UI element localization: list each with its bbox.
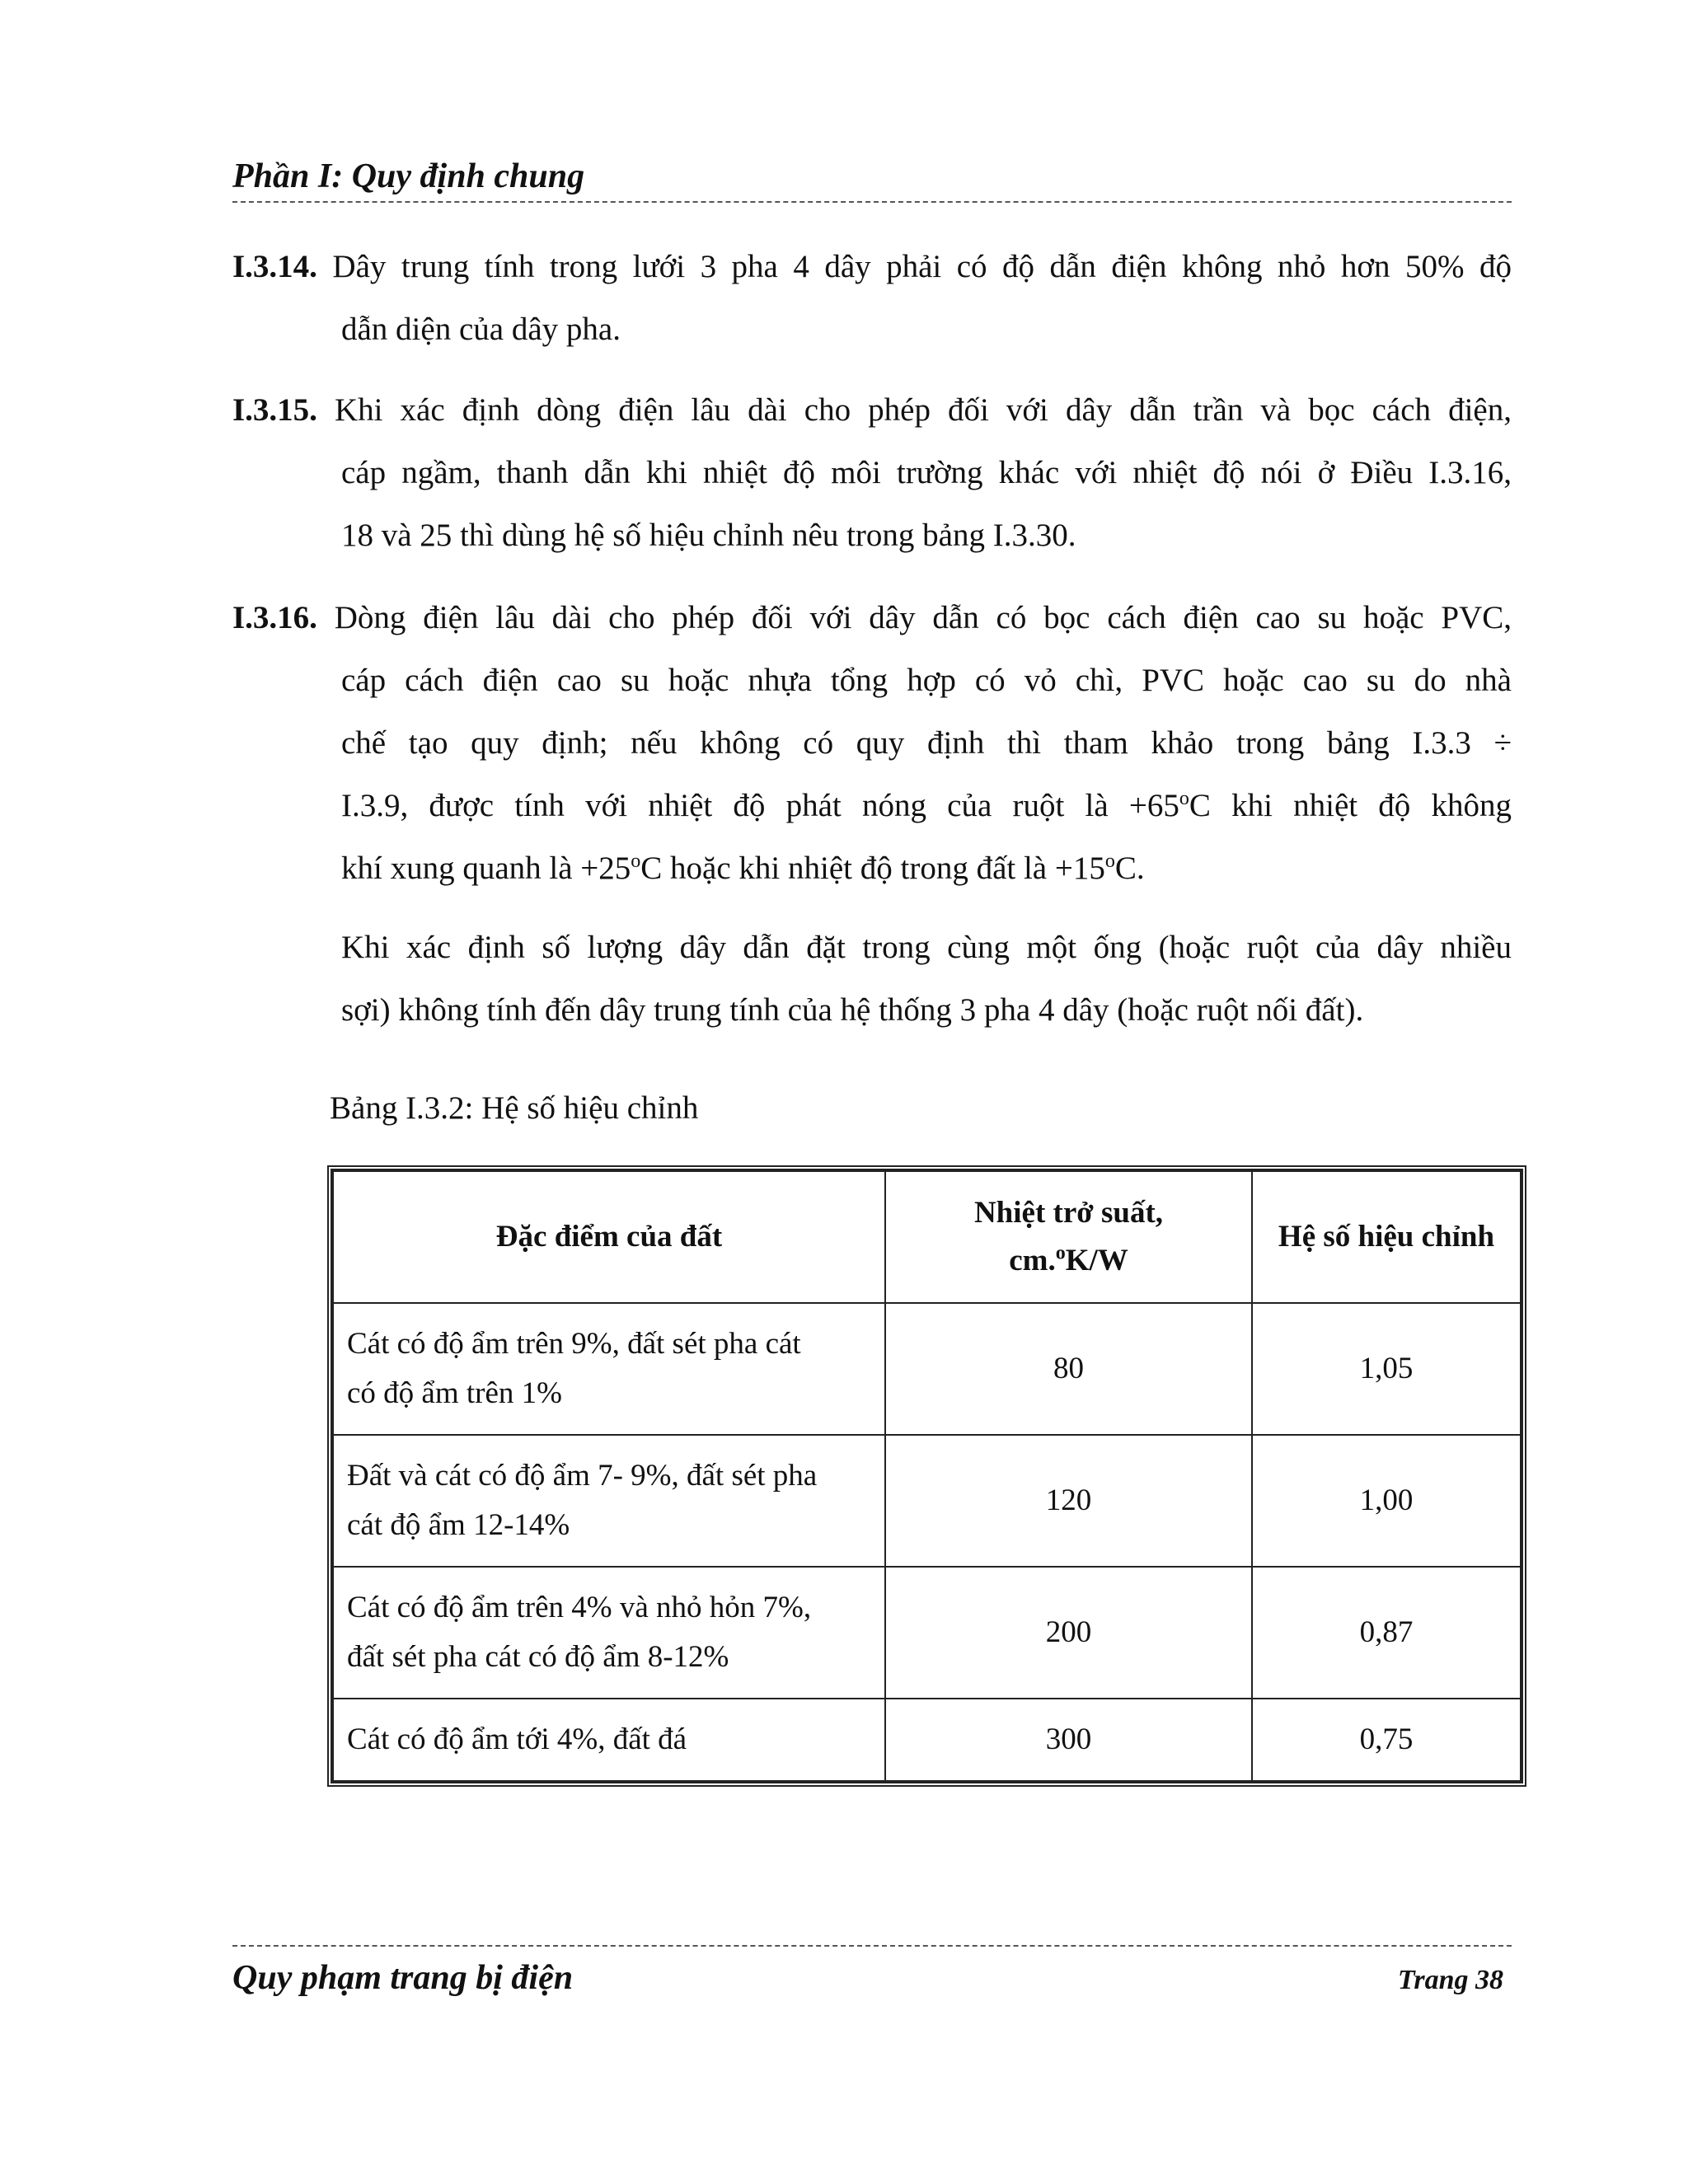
page-footer <box>232 1945 1512 2013</box>
header-thermal-resistivity <box>885 1171 1252 1303</box>
paragraph-line-1: Khi xác định số lượng dây dẫn đặt trong cùng một ống (hoặc ruột của dây nhiều <box>341 930 1512 965</box>
text-fragment: khí xung quanh là +25 <box>341 851 631 886</box>
degree-superscript: o <box>1104 851 1115 872</box>
section-number: I.3.14. <box>232 249 317 284</box>
degree-superscript: o <box>631 851 641 872</box>
page-header <box>232 150 1512 203</box>
cell-coefficient: 0,87 <box>1252 1567 1521 1699</box>
cell-resistivity: 200 <box>885 1567 1252 1699</box>
section-i-3-16-line-5 <box>232 837 1512 900</box>
cell-soil-description: Cát có độ ẩm tới 4%, đất đá <box>333 1699 885 1781</box>
section-i-3-16 <box>232 587 1512 900</box>
header-correction-factor: Hệ số hiệu chỉnh <box>1252 1171 1521 1303</box>
page-number: Trang 38 <box>1397 1965 1503 1995</box>
cell-coefficient: 1,00 <box>1252 1435 1521 1567</box>
text-fragment: I.3.9, được tính với nhiệt độ phát nóng của ruột là +65 <box>341 788 1179 823</box>
cell-coefficient: 0,75 <box>1252 1699 1521 1781</box>
section-i-3-14 <box>232 236 1512 361</box>
text-fragment: C khi nhiệt độ không <box>1189 788 1512 823</box>
header-text: K/W <box>1065 1244 1128 1277</box>
section-number: I.3.15. <box>232 392 317 428</box>
cell-soil-description <box>333 1303 885 1435</box>
cell-text: có độ ẩm trên 1% <box>347 1376 562 1410</box>
section-i-3-16-line-1 <box>232 587 1512 649</box>
data-table <box>332 1170 1522 1782</box>
footer-title: Quy phạm trang bị điện <box>232 1959 574 1997</box>
section-text: Khi xác định dòng điện lâu dài cho phép đối với dây dẫn trần và bọc cách điện, <box>335 392 1512 428</box>
table-row <box>333 1567 1521 1699</box>
table-row <box>333 1303 1521 1435</box>
header-title: Phần I: Quy định chung <box>232 157 585 195</box>
cell-text: đất sét pha cát có độ ẩm 8-12% <box>347 1640 729 1674</box>
section-i-3-14-line-2: dẫn diện của dây pha. <box>341 312 621 347</box>
section-i-3-15-line-2: cáp ngầm, thanh dẫn khi nhiệt độ môi trường khác với nhiệt độ nói ở Điều I.3.16, <box>341 455 1512 490</box>
degree-superscript: o <box>1179 788 1189 809</box>
cell-resistivity: 80 <box>885 1303 1252 1435</box>
section-i-3-15-line-1 <box>232 379 1512 442</box>
table-header-row <box>333 1171 1521 1303</box>
header-soil-characteristics: Đặc điểm của đất <box>333 1171 885 1303</box>
section-number: I.3.16. <box>232 600 317 635</box>
header-text: Nhiệt trở suất, <box>973 1196 1164 1230</box>
correction-factor-table <box>327 1165 1526 1787</box>
cell-text: Cát có độ ẩm trên 9%, đất sét pha cát <box>347 1327 801 1361</box>
text-fragment: C. <box>1114 851 1145 886</box>
section-text: Dòng điện lâu dài cho phép đối với dây dẫn có bọc cách điện cao su hoặc PVC, <box>334 600 1512 635</box>
cell-resistivity: 120 <box>885 1435 1252 1567</box>
section-i-3-16-paragraph-2 <box>341 916 1512 1042</box>
degree-superscript: o <box>1055 1242 1066 1264</box>
table-row <box>333 1699 1521 1781</box>
header-text: cm. <box>1009 1244 1056 1277</box>
section-i-3-15 <box>232 379 1512 567</box>
section-i-3-16-line-4 <box>232 775 1512 837</box>
section-i-3-16-line-2: cáp cách điện cao su hoặc nhựa tổng hợp có vỏ chì, PVC hoặc cao su do nhà <box>341 663 1512 698</box>
cell-resistivity: 300 <box>885 1699 1252 1781</box>
cell-text: Cát có độ ẩm trên 4% và nhỏ hỏn 7%, <box>347 1591 812 1624</box>
cell-coefficient: 1,05 <box>1252 1303 1521 1435</box>
cell-text: cát độ ẩm 12-14% <box>347 1508 570 1542</box>
section-i-3-16-line-3: chế tạo quy định; nếu không có quy định thì tham khảo trong bảng I.3.3 ÷ <box>341 725 1512 761</box>
cell-text: Đất và cát có độ ẩm 7- 9%, đất sét pha <box>347 1459 818 1493</box>
text-fragment: C hoặc khi nhiệt độ trong đất là +15 <box>640 851 1105 886</box>
section-text: Dây trung tính trong lưới 3 pha 4 dây phải có độ dẫn điện không nhỏ hơn 50% độ <box>332 249 1512 284</box>
cell-soil-description <box>333 1435 885 1567</box>
cell-soil-description <box>333 1567 885 1699</box>
paragraph-line-2: sợi) không tính đến dây trung tính của hệ thống 3 pha 4 dây (hoặc ruột nối đất). <box>341 992 1364 1028</box>
section-i-3-14-line-1 <box>232 236 1512 298</box>
section-i-3-15-line-3: 18 và 25 thì dùng hệ số hiệu chỉnh nêu trong bảng I.3.30. <box>341 518 1076 553</box>
table-caption: Bảng I.3.2: Hệ số hiệu chỉnh <box>330 1090 699 1126</box>
table-row <box>333 1435 1521 1567</box>
